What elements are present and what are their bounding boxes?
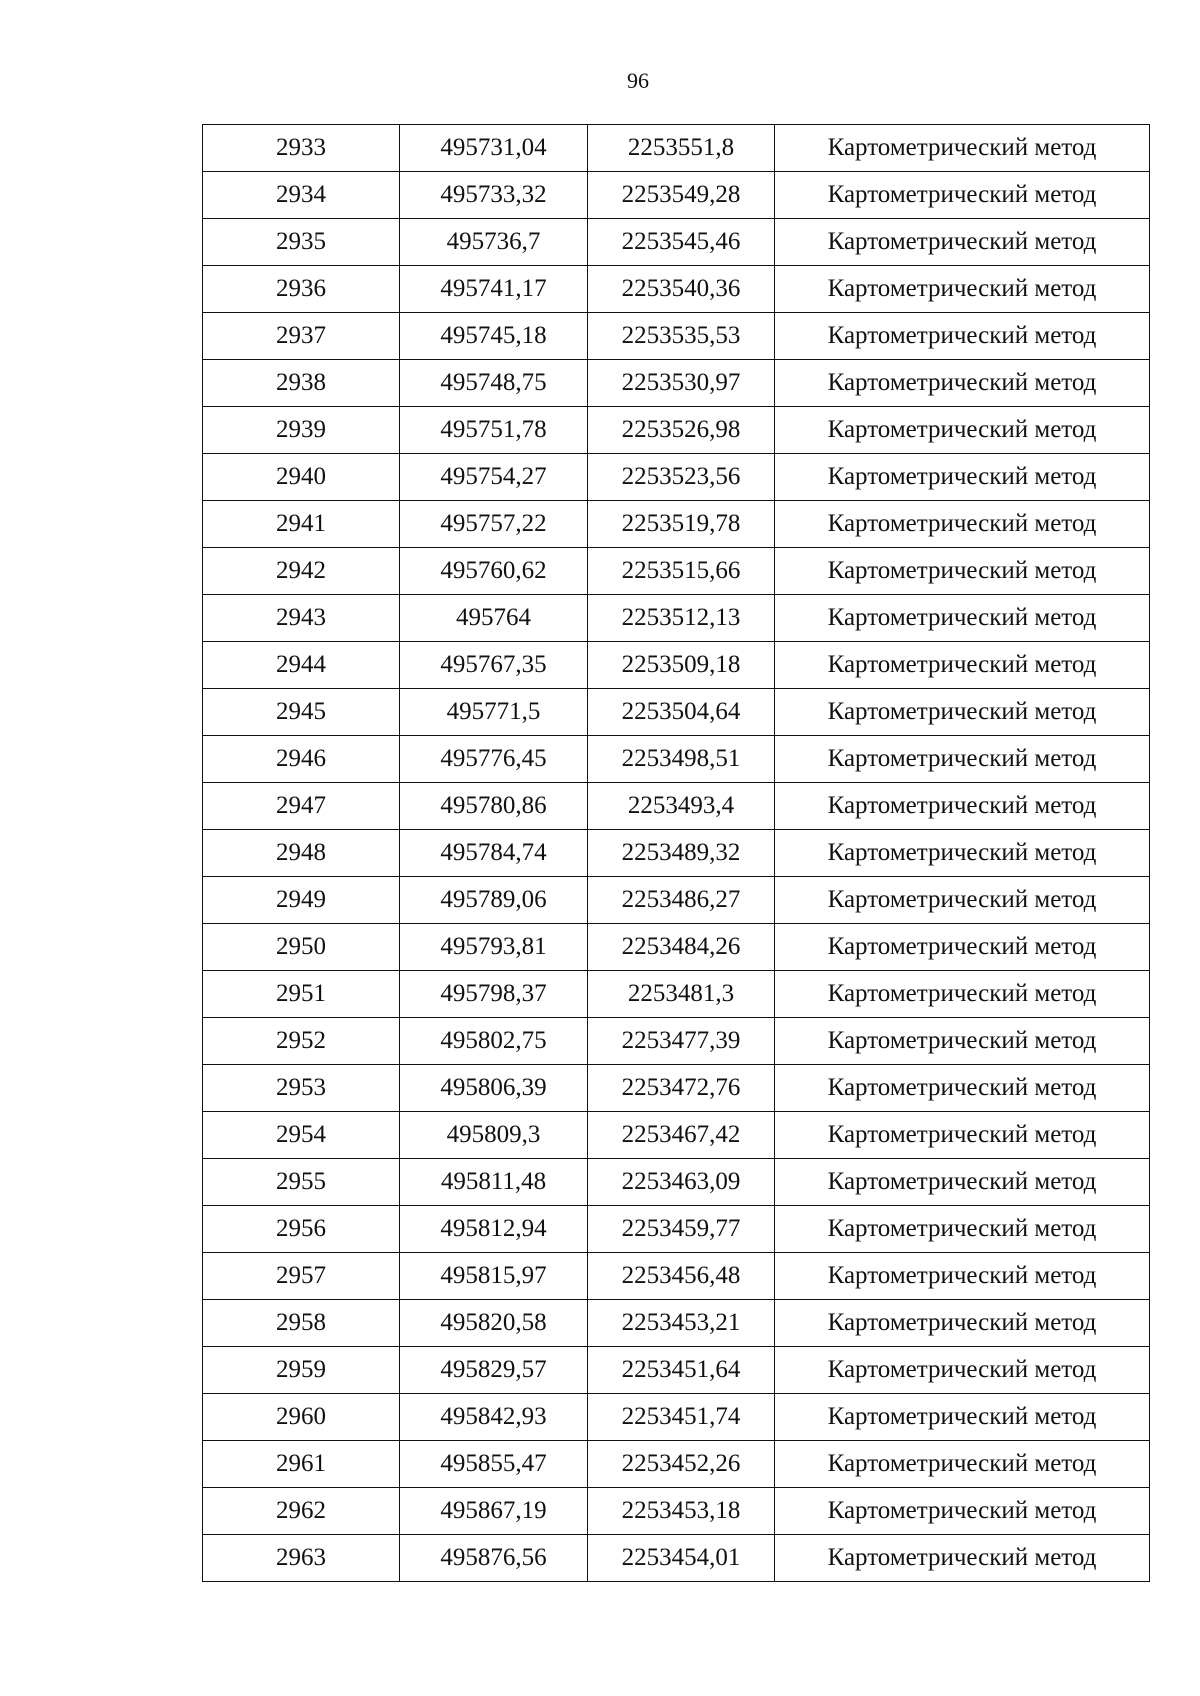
method-cell: Картометрический метод <box>775 172 1150 219</box>
point-number-cell: 2963 <box>203 1535 400 1582</box>
y-coordinate-cell: 2253489,32 <box>588 830 775 877</box>
x-coordinate-cell: 495736,7 <box>400 219 588 266</box>
method-cell: Картометрический метод <box>775 501 1150 548</box>
table-row <box>203 1253 1150 1300</box>
method-cell: Картометрический метод <box>775 407 1150 454</box>
method-cell: Картометрический метод <box>775 360 1150 407</box>
point-number-cell: 2942 <box>203 548 400 595</box>
x-coordinate-cell: 495789,06 <box>400 877 588 924</box>
y-coordinate-cell: 2253549,28 <box>588 172 775 219</box>
table-row <box>203 1159 1150 1206</box>
y-coordinate-cell: 2253463,09 <box>588 1159 775 1206</box>
method-cell: Картометрический метод <box>775 736 1150 783</box>
x-coordinate-cell: 495811,48 <box>400 1159 588 1206</box>
table-row <box>203 924 1150 971</box>
y-coordinate-cell: 2253453,18 <box>588 1488 775 1535</box>
method-cell: Картометрический метод <box>775 1253 1150 1300</box>
x-coordinate-cell: 495780,86 <box>400 783 588 830</box>
x-coordinate-cell: 495748,75 <box>400 360 588 407</box>
table-row <box>203 1488 1150 1535</box>
coordinates-table <box>202 124 1150 1582</box>
y-coordinate-cell: 2253509,18 <box>588 642 775 689</box>
y-coordinate-cell: 2253459,77 <box>588 1206 775 1253</box>
point-number-cell: 2936 <box>203 266 400 313</box>
method-cell: Картометрический метод <box>775 1159 1150 1206</box>
x-coordinate-cell: 495876,56 <box>400 1535 588 1582</box>
table-row <box>203 125 1150 172</box>
table-row <box>203 360 1150 407</box>
x-coordinate-cell: 495829,57 <box>400 1347 588 1394</box>
page-number: 96 <box>627 68 649 93</box>
point-number-cell: 2955 <box>203 1159 400 1206</box>
y-coordinate-cell: 2253540,36 <box>588 266 775 313</box>
method-cell: Картометрический метод <box>775 1065 1150 1112</box>
x-coordinate-cell: 495784,74 <box>400 830 588 877</box>
table-row <box>203 783 1150 830</box>
method-cell: Картометрический метод <box>775 1018 1150 1065</box>
point-number-cell: 2934 <box>203 172 400 219</box>
point-number-cell: 2940 <box>203 454 400 501</box>
x-coordinate-cell: 495867,19 <box>400 1488 588 1535</box>
y-coordinate-cell: 2253498,51 <box>588 736 775 783</box>
method-cell: Картометрический метод <box>775 313 1150 360</box>
y-coordinate-cell: 2253486,27 <box>588 877 775 924</box>
table-row <box>203 313 1150 360</box>
y-coordinate-cell: 2253454,01 <box>588 1535 775 1582</box>
point-number-cell: 2952 <box>203 1018 400 1065</box>
table-row <box>203 736 1150 783</box>
method-cell: Картометрический метод <box>775 1488 1150 1535</box>
x-coordinate-cell: 495820,58 <box>400 1300 588 1347</box>
method-cell: Картометрический метод <box>775 1347 1150 1394</box>
y-coordinate-cell: 2253523,56 <box>588 454 775 501</box>
method-cell: Картометрический метод <box>775 1441 1150 1488</box>
table-row <box>203 642 1150 689</box>
point-number-cell: 2937 <box>203 313 400 360</box>
point-number-cell: 2956 <box>203 1206 400 1253</box>
x-coordinate-cell: 495842,93 <box>400 1394 588 1441</box>
method-cell: Картометрический метод <box>775 1394 1150 1441</box>
y-coordinate-cell: 2253484,26 <box>588 924 775 971</box>
x-coordinate-cell: 495757,22 <box>400 501 588 548</box>
table-row <box>203 689 1150 736</box>
table-row <box>203 595 1150 642</box>
point-number-cell: 2945 <box>203 689 400 736</box>
x-coordinate-cell: 495745,18 <box>400 313 588 360</box>
point-number-cell: 2948 <box>203 830 400 877</box>
y-coordinate-cell: 2253493,4 <box>588 783 775 830</box>
x-coordinate-cell: 495754,27 <box>400 454 588 501</box>
point-number-cell: 2949 <box>203 877 400 924</box>
x-coordinate-cell: 495741,17 <box>400 266 588 313</box>
point-number-cell: 2933 <box>203 125 400 172</box>
method-cell: Картометрический метод <box>775 830 1150 877</box>
point-number-cell: 2960 <box>203 1394 400 1441</box>
y-coordinate-cell: 2253472,76 <box>588 1065 775 1112</box>
x-coordinate-cell: 495760,62 <box>400 548 588 595</box>
x-coordinate-cell: 495806,39 <box>400 1065 588 1112</box>
point-number-cell: 2954 <box>203 1112 400 1159</box>
y-coordinate-cell: 2253545,46 <box>588 219 775 266</box>
x-coordinate-cell: 495733,32 <box>400 172 588 219</box>
point-number-cell: 2941 <box>203 501 400 548</box>
method-cell: Картометрический метод <box>775 642 1150 689</box>
point-number-cell: 2938 <box>203 360 400 407</box>
method-cell: Картометрический метод <box>775 1206 1150 1253</box>
method-cell: Картометрический метод <box>775 1112 1150 1159</box>
method-cell: Картометрический метод <box>775 548 1150 595</box>
y-coordinate-cell: 2253519,78 <box>588 501 775 548</box>
method-cell: Картометрический метод <box>775 924 1150 971</box>
table-row <box>203 1441 1150 1488</box>
x-coordinate-cell: 495815,97 <box>400 1253 588 1300</box>
method-cell: Картометрический метод <box>775 454 1150 501</box>
x-coordinate-cell: 495751,78 <box>400 407 588 454</box>
table-row <box>203 548 1150 595</box>
table-row <box>203 172 1150 219</box>
y-coordinate-cell: 2253481,3 <box>588 971 775 1018</box>
x-coordinate-cell: 495764 <box>400 595 588 642</box>
y-coordinate-cell: 2253456,48 <box>588 1253 775 1300</box>
point-number-cell: 2939 <box>203 407 400 454</box>
method-cell: Картометрический метод <box>775 595 1150 642</box>
table-row <box>203 407 1150 454</box>
point-number-cell: 2947 <box>203 783 400 830</box>
table-row <box>203 501 1150 548</box>
table-row <box>203 1394 1150 1441</box>
point-number-cell: 2950 <box>203 924 400 971</box>
y-coordinate-cell: 2253535,53 <box>588 313 775 360</box>
point-number-cell: 2944 <box>203 642 400 689</box>
x-coordinate-cell: 495767,35 <box>400 642 588 689</box>
x-coordinate-cell: 495812,94 <box>400 1206 588 1253</box>
x-coordinate-cell: 495731,04 <box>400 125 588 172</box>
x-coordinate-cell: 495776,45 <box>400 736 588 783</box>
table-row <box>203 1018 1150 1065</box>
table-row <box>203 1112 1150 1159</box>
x-coordinate-cell: 495855,47 <box>400 1441 588 1488</box>
table-row <box>203 1300 1150 1347</box>
table-row <box>203 1206 1150 1253</box>
x-coordinate-cell: 495793,81 <box>400 924 588 971</box>
method-cell: Картометрический метод <box>775 783 1150 830</box>
table-row <box>203 266 1150 313</box>
y-coordinate-cell: 2253453,21 <box>588 1300 775 1347</box>
y-coordinate-cell: 2253526,98 <box>588 407 775 454</box>
table-row <box>203 219 1150 266</box>
coordinates-table-body <box>203 125 1150 1582</box>
table-row <box>203 1535 1150 1582</box>
point-number-cell: 2957 <box>203 1253 400 1300</box>
point-number-cell: 2953 <box>203 1065 400 1112</box>
y-coordinate-cell: 2253467,42 <box>588 1112 775 1159</box>
method-cell: Картометрический метод <box>775 1535 1150 1582</box>
x-coordinate-cell: 495802,75 <box>400 1018 588 1065</box>
table-row <box>203 1065 1150 1112</box>
table-row <box>203 1347 1150 1394</box>
method-cell: Картометрический метод <box>775 971 1150 1018</box>
x-coordinate-cell: 495809,3 <box>400 1112 588 1159</box>
method-cell: Картометрический метод <box>775 877 1150 924</box>
y-coordinate-cell: 2253551,8 <box>588 125 775 172</box>
method-cell: Картометрический метод <box>775 266 1150 313</box>
table-row <box>203 877 1150 924</box>
point-number-cell: 2943 <box>203 595 400 642</box>
point-number-cell: 2961 <box>203 1441 400 1488</box>
method-cell: Картометрический метод <box>775 219 1150 266</box>
y-coordinate-cell: 2253451,74 <box>588 1394 775 1441</box>
y-coordinate-cell: 2253504,64 <box>588 689 775 736</box>
y-coordinate-cell: 2253530,97 <box>588 360 775 407</box>
point-number-cell: 2935 <box>203 219 400 266</box>
point-number-cell: 2958 <box>203 1300 400 1347</box>
method-cell: Картометрический метод <box>775 1300 1150 1347</box>
x-coordinate-cell: 495771,5 <box>400 689 588 736</box>
point-number-cell: 2951 <box>203 971 400 1018</box>
point-number-cell: 2962 <box>203 1488 400 1535</box>
method-cell: Картометрический метод <box>775 689 1150 736</box>
point-number-cell: 2959 <box>203 1347 400 1394</box>
table-row <box>203 830 1150 877</box>
point-number-cell: 2946 <box>203 736 400 783</box>
method-cell: Картометрический метод <box>775 125 1150 172</box>
y-coordinate-cell: 2253512,13 <box>588 595 775 642</box>
y-coordinate-cell: 2253452,26 <box>588 1441 775 1488</box>
y-coordinate-cell: 2253451,64 <box>588 1347 775 1394</box>
table-row <box>203 971 1150 1018</box>
y-coordinate-cell: 2253477,39 <box>588 1018 775 1065</box>
table-row <box>203 454 1150 501</box>
y-coordinate-cell: 2253515,66 <box>588 548 775 595</box>
x-coordinate-cell: 495798,37 <box>400 971 588 1018</box>
